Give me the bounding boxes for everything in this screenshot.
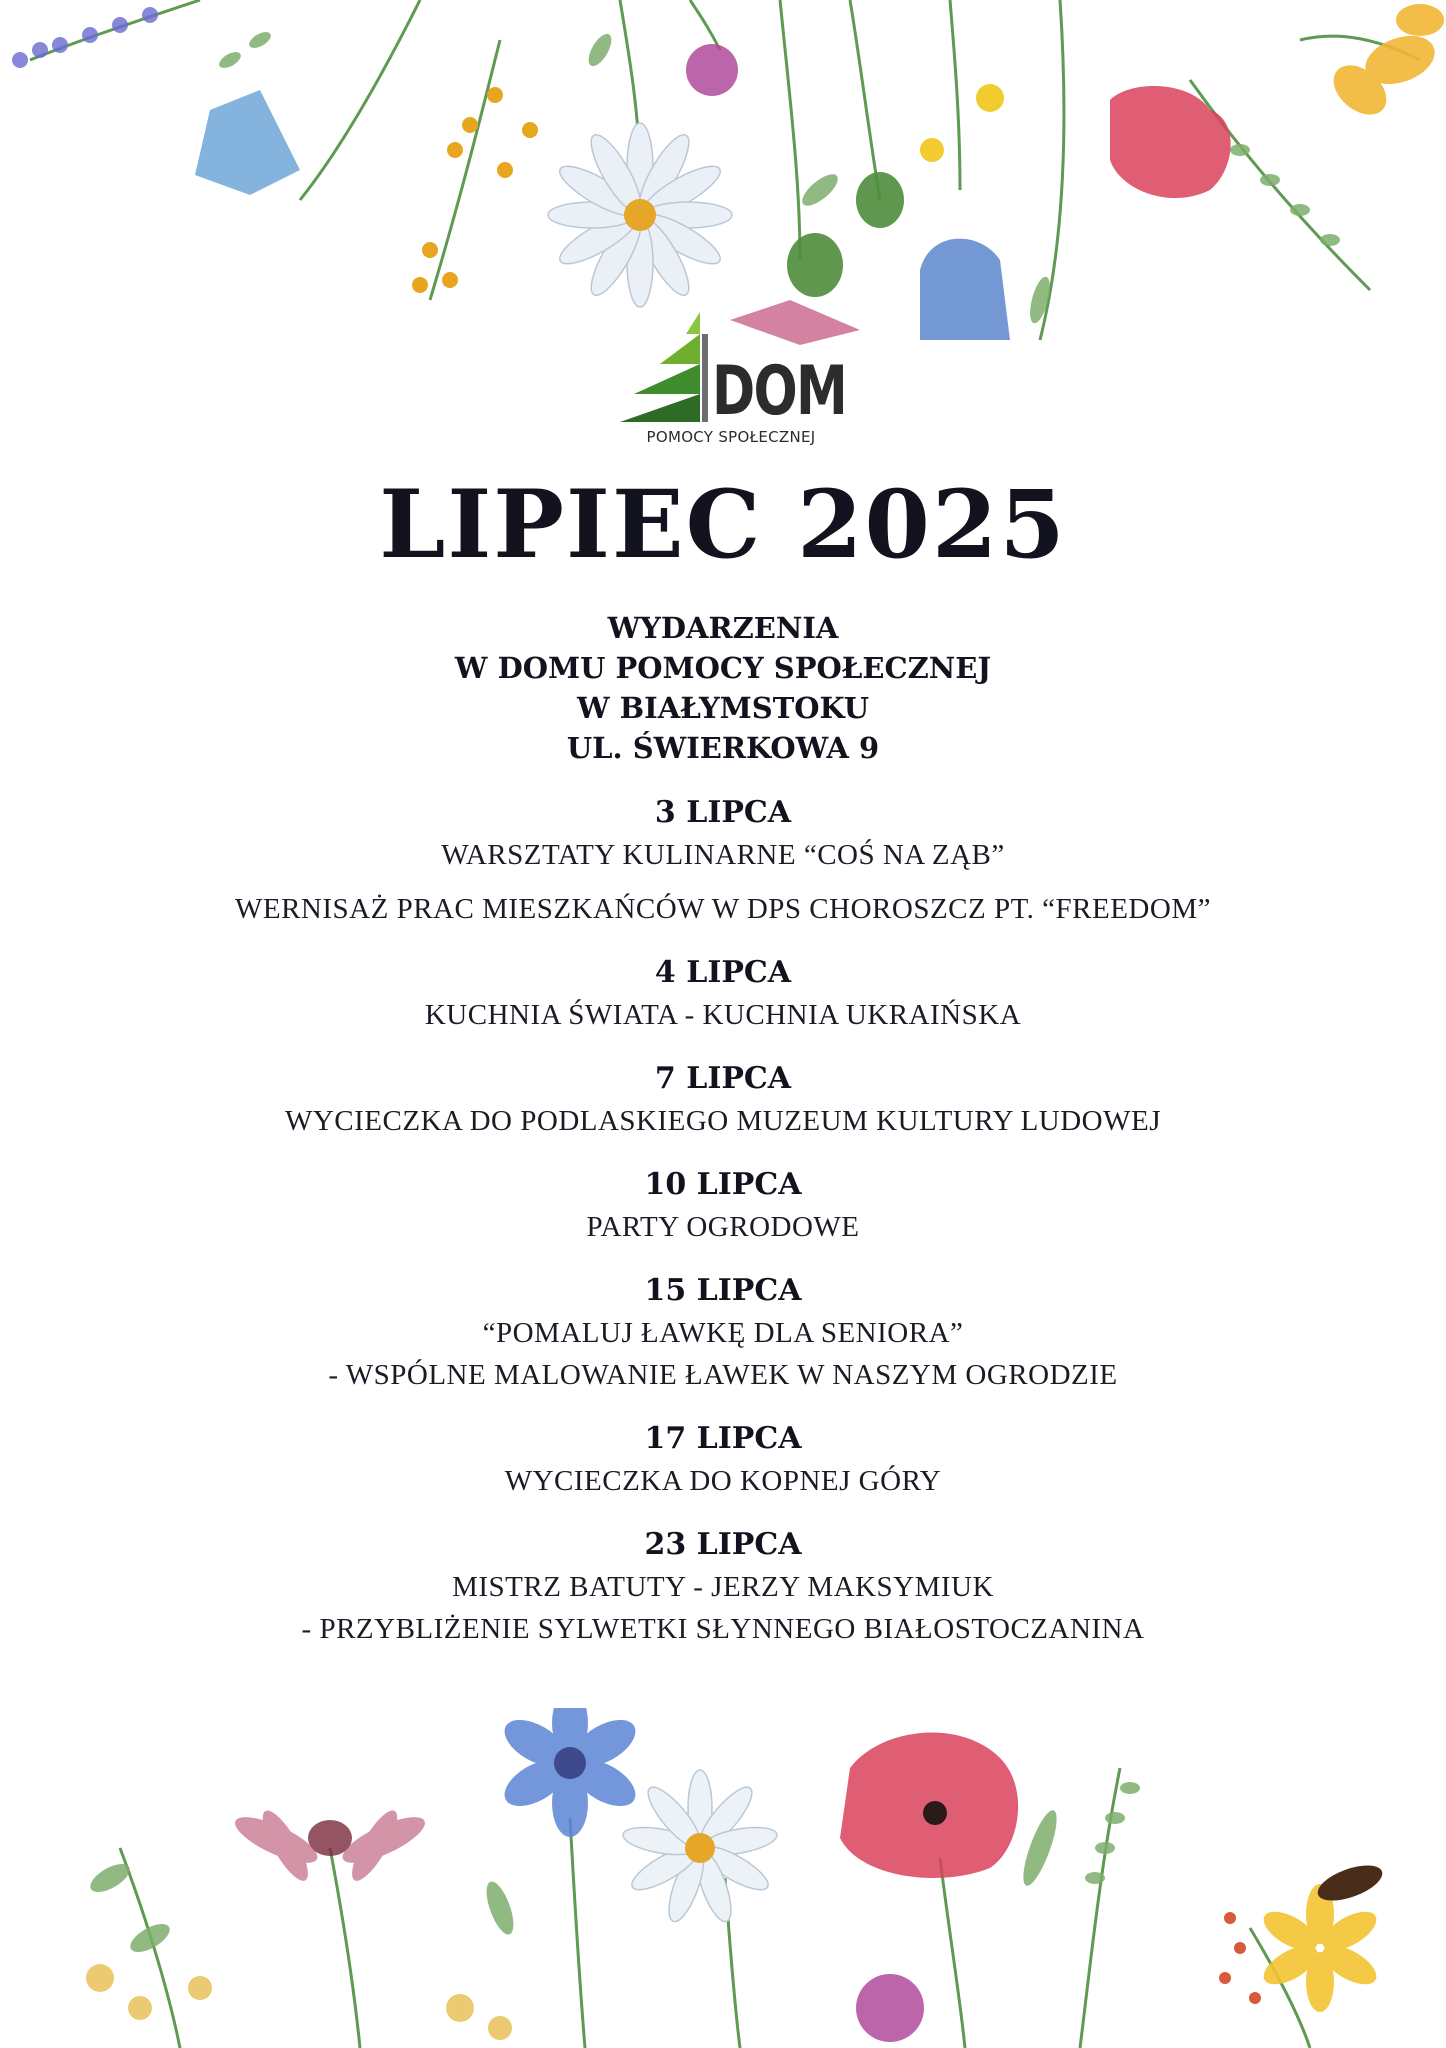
event-date: 10 LIPCA: [644, 1167, 802, 1202]
dps-logo: [620, 312, 847, 452]
subtitle-block: [0, 608, 1446, 768]
event-description: WARSZTATY KULINARNE “COŚ NA ZĄB”: [441, 839, 1005, 871]
event-list: [0, 792, 1446, 1650]
event-item: [0, 1164, 1446, 1248]
main-content: [0, 470, 1446, 1672]
logo-subtitle: POMOCY SPOŁECZNEJ: [646, 428, 816, 446]
event-description: WYCIECZKA DO KOPNEJ GÓRY: [504, 1465, 942, 1497]
event-item: [0, 1058, 1446, 1142]
logo-word: DOM: [712, 352, 847, 431]
event-date: 17 LIPCA: [644, 1421, 802, 1456]
subtitle-line: W BIAŁYMSTOKU: [576, 691, 870, 725]
event-date: 3 LIPCA: [654, 795, 792, 830]
event-item: [0, 792, 1446, 930]
subtitle-line: UL. ŚWIERKOWA 9: [566, 731, 880, 765]
event-item: [0, 1270, 1446, 1396]
event-description: WYCIECZKA DO PODLASKIEGO MUZEUM KULTURY LUDOWEJ: [284, 1105, 1161, 1137]
event-description: WERNISAŻ PRAC MIESZKAŃCÓW W DPS CHOROSZCZ PT. “FREEDOM”: [235, 893, 1211, 925]
event-date: 4 LIPCA: [654, 955, 792, 990]
event-date: 7 LIPCA: [654, 1061, 792, 1096]
top-flower-decoration: [0, 0, 1446, 360]
page-title: LIPIEC 2025: [379, 470, 1067, 580]
event-item: [0, 1524, 1446, 1650]
event-date: 23 LIPCA: [644, 1527, 802, 1562]
bottom-flower-decoration: [0, 1708, 1446, 2048]
subtitle-line: WYDARZENIA: [607, 611, 839, 645]
event-description: - PRZYBLIŻENIE SYLWETKI SŁYNNEGO BIAŁOSTOCZANINA: [301, 1613, 1145, 1645]
subtitle-line: W DOMU POMOCY SPOŁECZNEJ: [454, 651, 992, 685]
event-description: PARTY OGRODOWE: [586, 1211, 860, 1243]
tree-logo-icon: [620, 312, 710, 422]
event-description: KUCHNIA ŚWIATA - KUCHNIA UKRAIŃSKA: [424, 999, 1022, 1031]
event-item: [0, 1418, 1446, 1502]
event-item: [0, 952, 1446, 1036]
event-description: “POMALUJ ŁAWKĘ DLA SENIORA”: [482, 1317, 964, 1349]
event-date: 15 LIPCA: [644, 1273, 802, 1308]
event-description: MISTRZ BATUTY - JERZY MAKSYMIUK: [452, 1571, 994, 1603]
event-description: - WSPÓLNE MALOWANIE ŁAWEK W NASZYM OGRODZIE: [328, 1359, 1118, 1391]
